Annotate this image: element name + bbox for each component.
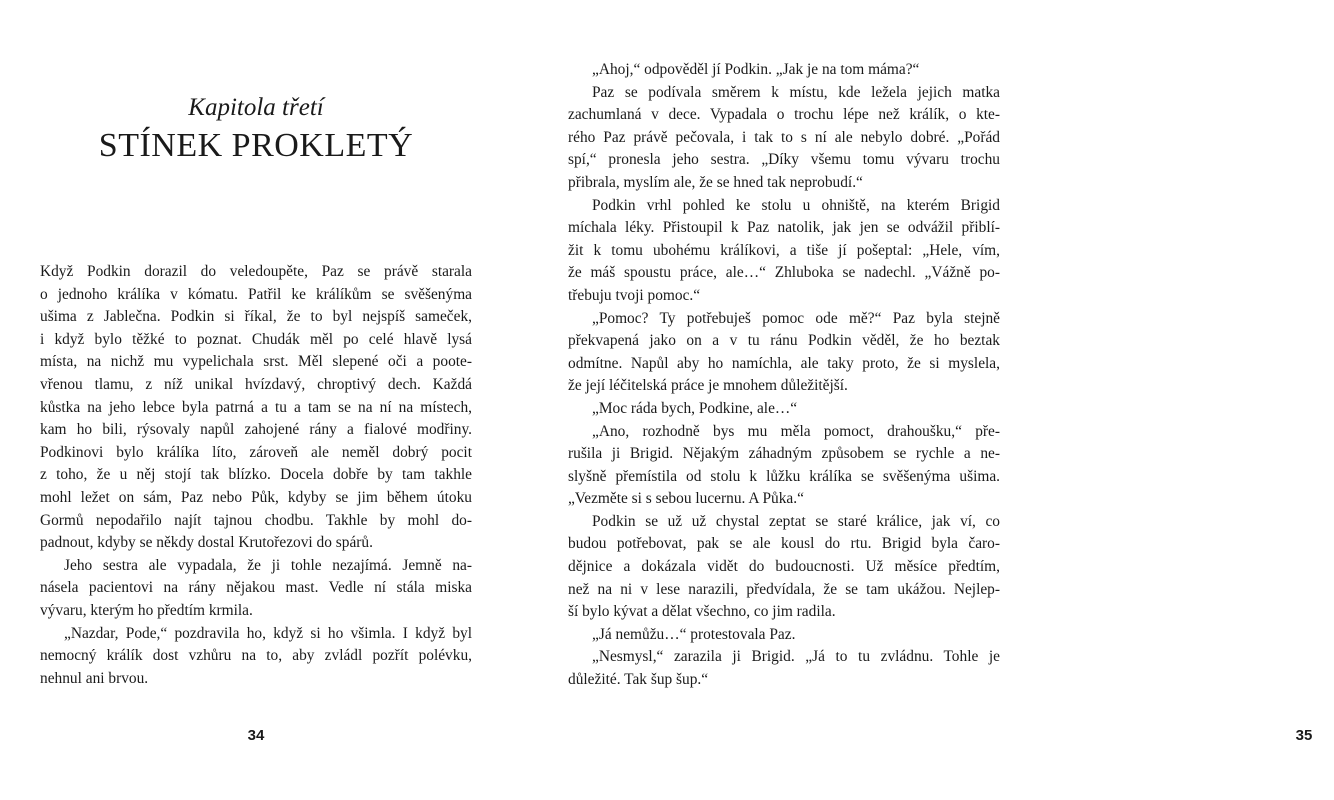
text-line: Podkinovi bylo králíka líto, zároveň ale neměl dobrý pocit (40, 443, 472, 461)
text-line: důležité. Tak šup šup.“ (568, 671, 709, 689)
text-line: kůstka na jeho lebce byla patrná a tu a tam se na ní na místech, (40, 398, 472, 416)
text-line: Podkin se už už chystal zeptat se staré králice, jak ví, co (592, 512, 1000, 530)
paragraph (568, 59, 1000, 82)
chapter-title: STÍNEK PROKLETÝ (98, 127, 414, 164)
left-page-text (40, 261, 472, 690)
text-line: Gormů nepodařilo najít tajnou chodbu. Takhle by mohl do- (40, 511, 472, 529)
right-page-text (568, 59, 1000, 692)
paragraph (568, 421, 1000, 511)
text-line: o jednoho králíka v kómatu. Patřil ke králíkům se svěšenýma (40, 285, 472, 303)
text-line: „Já nemůžu…“ protestovala Paz. (592, 625, 796, 643)
text-line: že máš spoustu práce, ale…“ Zhluboka se nadechl. „Vážně po- (568, 264, 1000, 282)
text-line: slyšně přemístila od stolu k lůžku králíka se svěšenýma ušima. (568, 467, 1000, 485)
text-line: budou potřebovat, pak se ale kousl do rtu. Brigid byla čaro- (568, 535, 1000, 553)
text-line: třebuju tvoji pomoc.“ (568, 286, 701, 304)
page-number-left: 34 (247, 727, 265, 744)
text-line: „Nazdar, Pode,“ pozdravila ho, když si ho všimla. I když byl (64, 624, 472, 642)
text-line: mohl ležet on sám, Paz nebo Půk, kdyby se jim během útoku (40, 488, 472, 506)
paragraph (568, 308, 1000, 398)
text-line: překvapená jako on a v tu ránu Podkin věděl, že ho beztak (568, 332, 1000, 350)
text-line: žit k tomu ubohému králíkovi, a tiše jí pošeptal: „Hele, vím, (568, 241, 1000, 259)
text-line: Když Podkin dorazil do veledoupěte, Paz se právě starala (40, 263, 472, 280)
text-line: vývaru, kterým ho předtím krmila. (40, 601, 253, 619)
paragraph (568, 646, 1000, 691)
text-line: místa, na nichž mu vypelichala srst. Měl slepené oči a poote- (40, 353, 472, 371)
text-line: „Nesmysl,“ zarazila ji Brigid. „Já to tu zvládnu. Tohle je (592, 648, 1000, 666)
text-line: i když bylo těžké to poznat. Chudák měl po celé hlavě lysá (40, 330, 472, 348)
text-line: ší bylo kývat a dělat všechno, co jim radila. (568, 603, 836, 621)
paragraph (568, 511, 1000, 624)
text-line: rušila ji Brigid. Nějakým záhadným způsobem se rychle a ne- (568, 445, 1000, 463)
text-line: zachumlaná v dece. Vypadala o trochu lépe než králík, o kte- (568, 106, 1000, 124)
paragraph (40, 555, 472, 623)
text-line: míchala léky. Přistoupil k Paz natolik, jak jen se odvážil přiblí- (568, 219, 1000, 237)
paragraph (40, 261, 472, 555)
text-line: nehnul ani brvou. (40, 669, 149, 687)
text-line: „Moc ráda bych, Podkine, ale…“ (592, 399, 798, 417)
text-line: ušima z Jablečna. Podkin si říkal, že to byl nejspíš sameček, (40, 308, 472, 326)
text-line: vřenou tlamu, z níž unikal hvízdavý, chroptivý dech. Každá (40, 375, 472, 393)
text-line: dějnice a dokázala vidět do budoucnosti. Už měsíce předtím, (568, 558, 1000, 576)
text-line: že její léčitelská práce je mnohem důležitější. (568, 377, 848, 395)
page-number-right: 35 (1295, 727, 1313, 744)
text-line: „Ano, rozhodně bys mu měla pomoct, drahoušku,“ pře- (592, 422, 1000, 440)
chapter-label: Kapitola třetí (188, 94, 324, 121)
text-line: přibrala, myslím ale, že se hned tak neprobudí.“ (568, 173, 863, 191)
paragraph (568, 398, 1000, 421)
text-line: Jeho sestra ale vypadala, že ji tohle nezajímá. Jemně na- (64, 556, 472, 574)
text-line: odmítne. Napůl aby ho namíchla, ale taky proto, že si myslela, (568, 354, 1000, 372)
paragraph (568, 195, 1000, 308)
paragraph (568, 82, 1000, 195)
text-line: „Ahoj,“ odpověděl jí Podkin. „Jak je na tom máma?“ (592, 61, 920, 78)
text-line: než na ni v lese narazili, předvídala, že se tam ukážou. Nejlep- (568, 580, 1000, 598)
text-line: Paz se podívala směrem k místu, kde ležela jejich matka (592, 83, 1000, 101)
text-line: „Vezměte si s sebou lucernu. A Půka.“ (568, 490, 804, 508)
text-line: násela pacientovi na rány nějakou mast. Vedle ní stála miska (40, 579, 472, 597)
text-line: padnout, kdyby se někdy dostal Krutořezovi do spárů. (40, 534, 373, 552)
text-line: spí,“ pronesla jeho sestra. „Díky všemu tomu vývaru trochu (568, 151, 1000, 169)
paragraph (568, 624, 1000, 647)
text-line: kam ho bili, rýsovaly napůl zahojené rány a fialové modřiny. (40, 421, 472, 439)
text-line: „Pomoc? Ty potřebuješ pomoc ode mě?“ Paz byla stejně (592, 309, 1000, 327)
text-line: z toho, že u něj stojí tak blízko. Docela dobře by tam takhle (40, 466, 472, 484)
text-line: Podkin vrhl pohled ke stolu u ohniště, na kterém Brigid (592, 196, 1000, 214)
text-line: rého Paz právě pečovala, i tak to s ní ale nebylo dobré. „Pořád (568, 128, 1000, 146)
text-line: nemocný králík dost vzhůru na to, aby zvládl pozřít polévku, (40, 647, 472, 665)
paragraph (40, 623, 472, 691)
